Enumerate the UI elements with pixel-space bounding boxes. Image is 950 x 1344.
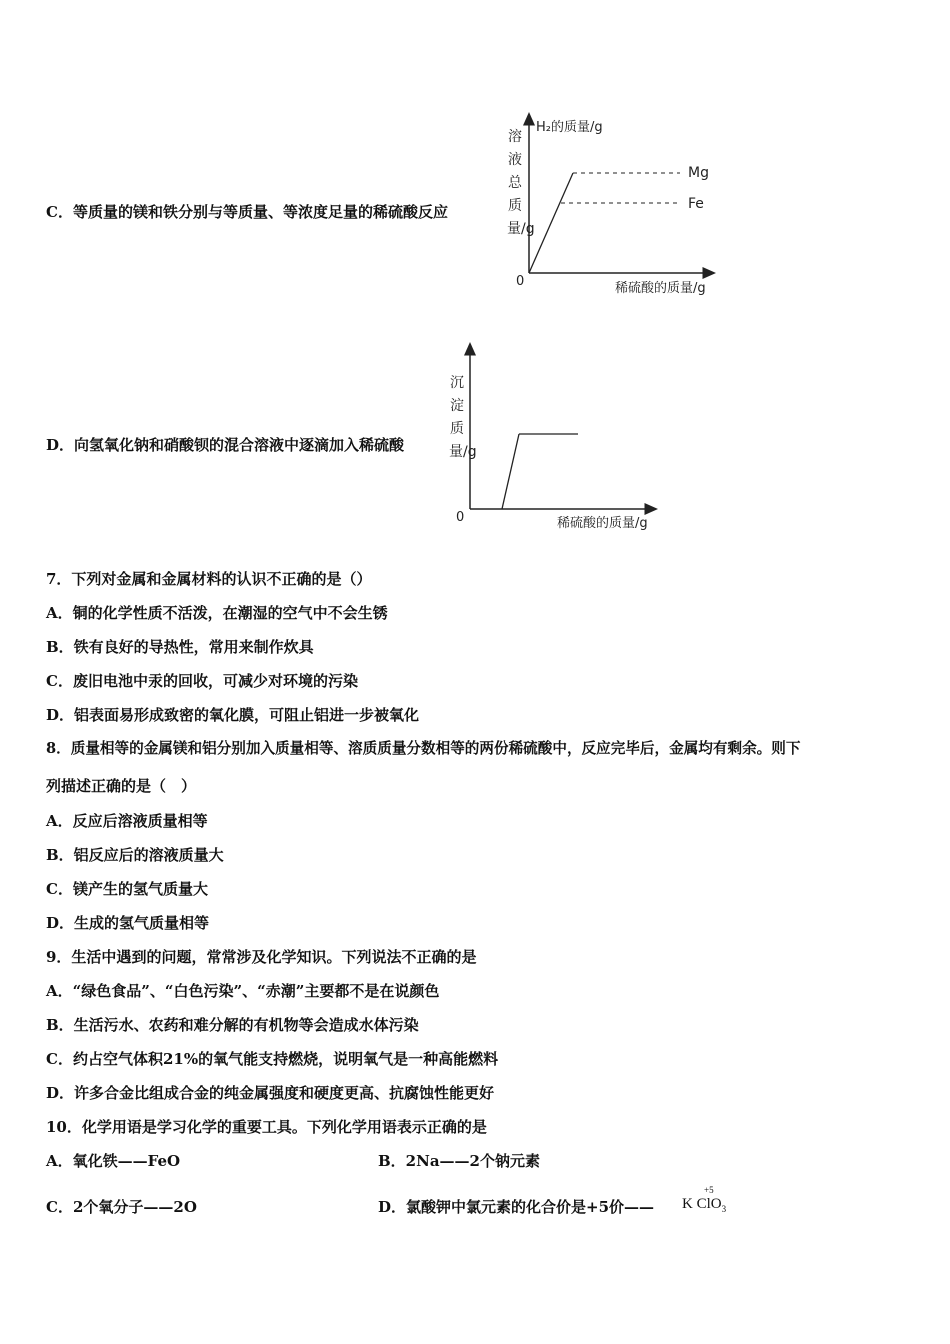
q8-option-c: C．镁产生的氢气质量大: [46, 880, 208, 898]
q8-option-d: D．生成的氢气质量相等: [46, 914, 210, 932]
q9-option-b: B．生活污水、农药和难分解的有机物等会造成水体污染: [46, 1016, 419, 1034]
q10-option-c: C．2个氧分子——2O: [46, 1198, 197, 1216]
q7-option-b: B．铁有良好的导热性，常用来制作炊具: [46, 638, 314, 656]
q7-option-d: D．铝表面易形成致密的氧化膜，可阻止铝进一步被氧化: [46, 706, 420, 724]
graph1-y-label-top: H₂的质量/g: [536, 120, 603, 135]
q10-kclo3-formula: [682, 1196, 726, 1214]
graph2-y-label-vertical: 沉淀质量/g: [449, 375, 477, 460]
formula-k: K: [682, 1196, 693, 1212]
formula-cl: Cl: [696, 1196, 711, 1212]
q9-option-c: C．约占空气体积21%的氧气能支持燃烧，说明氧气是一种高能燃料: [46, 1050, 499, 1068]
formula-o: O: [710, 1196, 722, 1212]
q8-option-a: A．反应后溶液质量相等: [46, 812, 208, 830]
q9-option-d: D．许多合金比组成合金的纯金属强度和硬度更高、抗腐蚀性能更好: [46, 1084, 495, 1102]
q8-stem-line2: 列描述正确的是（ ）: [46, 777, 197, 795]
q6-option-d: D．向氢氧化钠和硝酸钡的混合溶液中逐滴加入稀硫酸: [46, 436, 405, 454]
q8-option-b: B．铝反应后的溶液质量大: [46, 846, 224, 864]
graph1-x-label: 稀硫酸的质量/g: [615, 281, 706, 296]
graph2-x-label: 稀硫酸的质量/g: [557, 516, 648, 531]
q7-stem: 7．下列对金属和金属材料的认识不正确的是（）: [46, 570, 372, 588]
graph1-legend-mg: Mg: [688, 165, 709, 181]
graph1-origin: 0: [516, 274, 525, 289]
q6-option-c: C．等质量的镁和铁分别与等质量、等浓度足量的稀硫酸反应: [46, 203, 448, 221]
q7-option-c: C．废旧电池中汞的回收，可减少对环境的污染: [46, 672, 358, 690]
q10-stem: 10．化学用语是学习化学的重要工具。下列化学用语表示正确的是: [46, 1118, 487, 1136]
q7-option-a: A．铜的化学性质不活泼，在潮湿的空气中不会生锈: [46, 604, 388, 622]
q8-stem-line1: 8．质量相等的金属镁和铝分别加入质量相等、溶质质量分数相等的两份稀硫酸中，反应完毕后，金属均有剩余。则下: [46, 740, 801, 757]
q10-option-b: B．2Na——2个钠元素: [378, 1152, 540, 1170]
graph1-legend-fe: Fe: [688, 196, 704, 212]
graph1-y-label-vertical: 溶液总质量/g: [507, 129, 535, 237]
graph2-rise-line: [502, 434, 519, 509]
formula-sub-3: 3: [721, 1204, 727, 1214]
graph1-rise-line: [529, 173, 573, 273]
graph2-origin: 0: [456, 510, 465, 525]
q9-option-a: A．“绿色食品”、“白色污染”、“赤潮”主要都不是在说颜色: [46, 982, 440, 1000]
q9-stem: 9．生活中遇到的问题，常常涉及化学知识。下列说法不正确的是: [46, 948, 477, 966]
q10-option-d: D．氯酸钾中氯元素的化合价是+5价——: [378, 1198, 655, 1216]
q10-option-a: A．氧化铁——FeO: [46, 1152, 181, 1170]
q10-valence-mark: +5: [704, 1185, 714, 1195]
